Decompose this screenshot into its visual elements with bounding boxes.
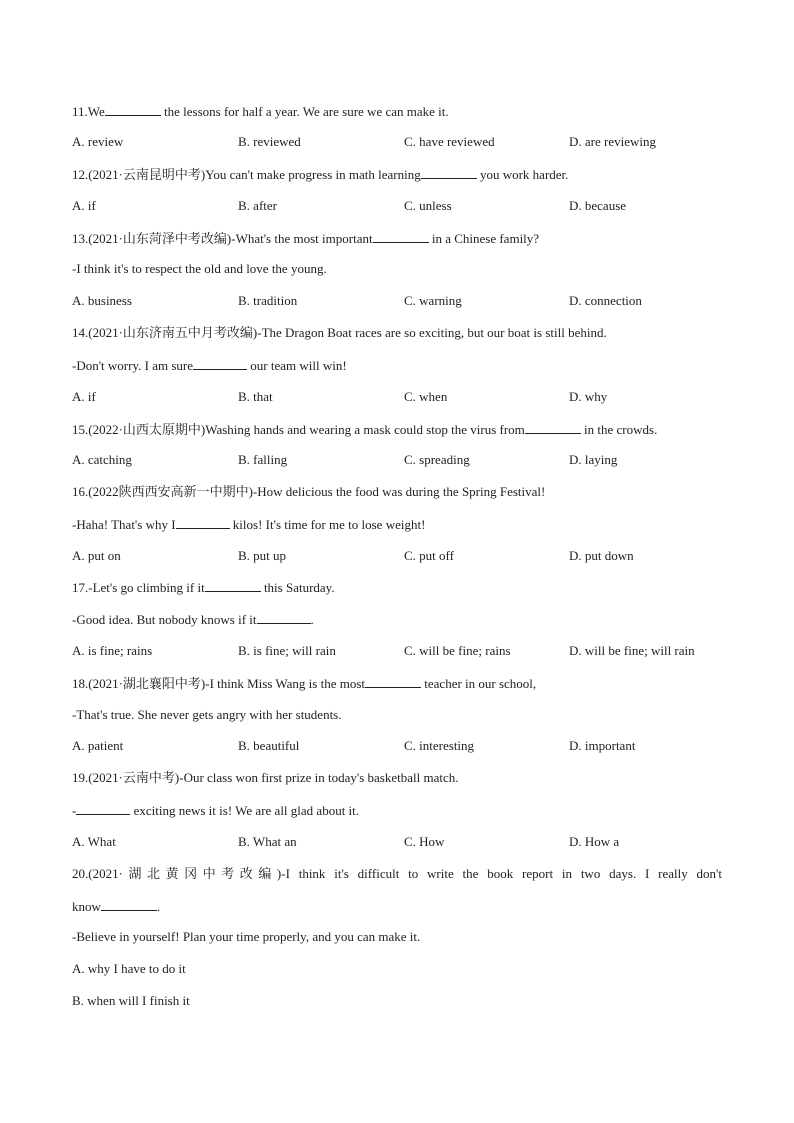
question-text: our team will win! [247,358,347,373]
question-16 [72,484,722,500]
option-c[interactable]: C. interesting [404,738,475,753]
answer-blank[interactable] [76,802,130,815]
options-12 [72,198,722,214]
question-20-line-2 [72,898,722,915]
options-14 [72,389,722,405]
option-d[interactable]: D. because [569,198,627,213]
question-text: in the crowds. [580,422,658,437]
question-text: -Haha! That's why I [72,517,176,532]
answer-blank[interactable] [205,579,261,592]
option-b[interactable]: B. reviewed [238,134,301,149]
option-a[interactable]: A. What [72,834,116,849]
question-text: know [72,899,101,914]
question-text: -Believe in yourself! Plan your time properly, and you can make it. [72,929,421,944]
question-11 [72,103,722,120]
option-a[interactable]: A. if [72,198,96,213]
question-text: this Saturday. [260,580,335,595]
option-a[interactable]: A. business [72,293,132,308]
option-a[interactable]: A. is fine; rains [72,643,153,658]
answer-blank[interactable] [257,611,311,624]
option-b[interactable]: B. What an [238,834,297,849]
question-text: exciting news it is! We are all glad about it. [130,803,360,818]
options-16 [72,548,722,564]
options-13 [72,293,722,309]
option-b[interactable]: B. is fine; will rain [238,643,336,658]
option-b[interactable]: B. falling [238,452,288,467]
option-d[interactable]: D. will be fine; will rain [569,643,695,658]
option-c[interactable]: C. will be fine; rains [404,643,511,658]
question-text: the lessons for half a year. We are sure we can make it. [160,104,449,119]
option-d[interactable]: D. are reviewing [569,134,656,149]
option-b[interactable]: B. beautiful [238,738,300,753]
question-text: -I think it's to respect the old and love the young. [72,261,327,276]
option-b[interactable]: B. that [238,389,273,404]
question-19-line-2 [72,802,722,819]
option-a[interactable]: A. catching [72,452,132,467]
question-13-line-2 [72,261,722,277]
question-20-line-3 [72,929,722,945]
option-d[interactable]: D. connection [569,293,642,308]
answer-blank[interactable] [373,230,429,243]
option-a[interactable]: A. review [72,134,124,149]
options-19 [72,834,722,850]
question-text: kilos! It's time for me to lose weight! [229,517,426,532]
question-15 [72,421,722,438]
question-text: -Good idea. But nobody knows if it [72,612,257,627]
question-18 [72,675,722,692]
options-17 [72,643,722,659]
answer-blank[interactable] [365,675,421,688]
question-text: you work harder. [476,167,569,182]
answer-blank[interactable] [105,103,161,116]
question-14 [72,325,722,341]
option-c[interactable]: C. have reviewed [404,134,495,149]
question-17-line-2 [72,611,722,628]
option-c[interactable]: C. put off [404,548,454,563]
question-13 [72,230,722,247]
question-text: -That's true. She never gets angry with her students. [72,707,342,722]
option-d[interactable]: D. put down [569,548,634,563]
option-b[interactable]: B. put up [238,548,287,563]
options-15 [72,452,722,468]
answer-blank[interactable] [525,421,581,434]
question-16-line-2 [72,516,722,533]
question-text: 17.-Let's go climbing if it [72,580,205,595]
question-text: teacher in our school, [421,676,537,691]
option-b[interactable]: B. tradition [238,293,298,308]
options-11 [72,134,722,150]
option-d[interactable]: D. why [569,389,608,404]
answer-blank[interactable] [193,357,247,370]
question-text: 16.(2022陕西西安高新一中期中)-How delicious the food was during the Spring Festival! [72,484,546,499]
question-text: 18.(2021·湖北襄阳中考)-I think Miss Wang is the most [72,676,366,691]
option-c[interactable]: C. unless [404,198,452,213]
option-c[interactable]: C. warning [404,293,462,308]
option-c[interactable]: C. when [404,389,448,404]
answer-blank[interactable] [176,516,230,529]
question-text: - [72,803,77,818]
option-a[interactable]: A. why I have to do it [72,961,186,976]
question-text: 11.We [72,104,105,119]
answer-blank[interactable] [101,898,157,911]
options-18 [72,738,722,754]
question-text: 14.(2021·山东济南五中月考改编)-The Dragon Boat races are so exciting, but our boat is still behind. [72,325,607,340]
question-text: -Don't worry. I am sure [72,358,193,373]
question-text: 12.(2021·云南昆明中考)You can't make progress in math learning [72,167,421,182]
question-text: 13.(2021·山东菏泽中考改编)-What's the most important [72,231,373,246]
option-a[interactable]: A. if [72,389,96,404]
question-text: 20.(2021·湖北黄冈中考改编)-I think it's difficult to write the book report in two days. I really don't [72,866,722,881]
option-d[interactable]: D. important [569,738,636,753]
question-text: . [156,899,161,914]
question-20 [72,866,722,882]
option-c[interactable]: C. spreading [404,452,470,467]
option-a[interactable]: A. put on [72,548,121,563]
question-12 [72,166,722,183]
option-a[interactable]: A. patient [72,738,124,753]
answer-blank[interactable] [421,166,477,179]
question-14-line-2 [72,357,722,374]
option-b[interactable]: B. after [238,198,277,213]
option-d[interactable]: D. How a [569,834,620,849]
question-text: . [310,612,314,627]
option-d[interactable]: D. laying [569,452,618,467]
question-17 [72,579,722,596]
question-text: 19.(2021·云南中考)-Our class won first prize in today's basketball match. [72,770,459,785]
question-18-line-2 [72,707,722,723]
question-text: in a Chinese family? [428,231,540,246]
option-c[interactable]: C. How [404,834,445,849]
question-19 [72,770,722,786]
question-text: 15.(2022·山西太原期中)Washing hands and wearing a mask could stop the virus from [72,422,525,437]
option-b[interactable]: B. when will I finish it [72,993,190,1008]
